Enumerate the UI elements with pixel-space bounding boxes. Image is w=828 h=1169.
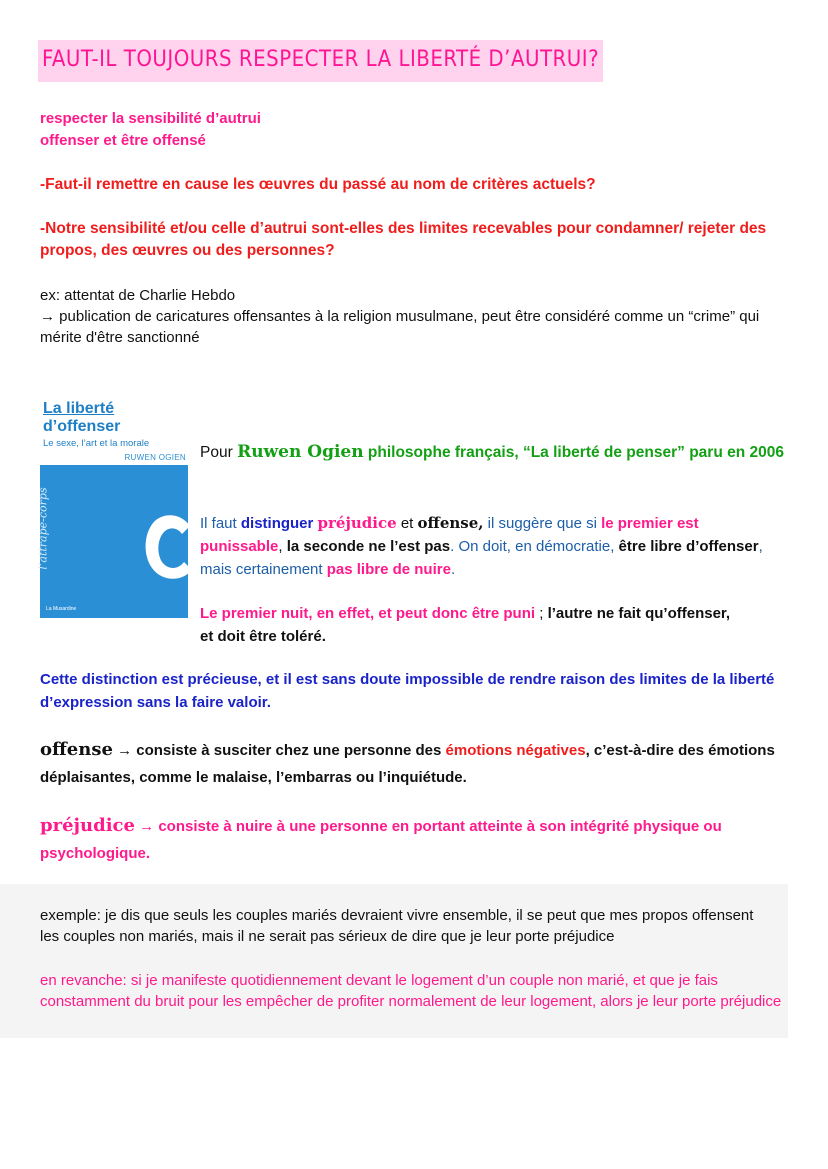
p1-h: , [278,538,287,555]
intro-paragraph [200,440,795,465]
intro-pour: Pour [200,444,238,461]
book-author-band [40,452,188,465]
subtitle-1: respecter la sensibilité d’autrui [40,110,261,127]
prejudice-definition [40,812,800,867]
p1-m: pas libre de nuire [326,561,451,578]
offense-c: , c’est-à-dire des émotions déplaisantes, comme le malaise, l’embarras ou l’inquiétude. [40,742,775,786]
prejudice-arrow: → [134,818,159,835]
book-c-logo-icon [138,508,198,586]
p1-f: il suggère que si [483,515,602,532]
paragraph-1 [200,512,785,581]
book-title [43,400,120,436]
p1-a: Il faut [200,515,241,532]
offense-arrow: → [112,742,137,759]
question-2: -Notre sensibilité et/ou celle d’autrui sont-elles des limites recevables pour condamner/ rejeter des propos, des œuvres ou des personnes? [40,220,767,259]
book-title-line-1: La liberté [43,400,115,417]
book-publisher: La Musardine [46,606,77,612]
offense-definition [40,736,800,791]
p2-a: Le premier nuit, en effet, et peut donc être puni [200,605,536,622]
book-cover [36,400,188,618]
intro-rest: philosophe français, “La liberté de penser” paru en 2006 [363,444,784,461]
book-author: RUWEN OGIEN [124,453,186,462]
p1-j: . On doit, en démocratie, [450,538,619,555]
question-1: -Faut-il remettre en cause les œuvres du passé au nom de critères actuels? [40,176,596,193]
p1-n: . [450,561,456,578]
offense-term: offense [40,739,113,760]
prejudice-term: préjudice [40,815,135,836]
p1-d: et [396,515,418,532]
p1-i: la seconde ne l’est pas [286,538,451,555]
book-cover-header [40,400,188,460]
paragraph-2 [200,602,740,648]
p1-e: offense, [417,514,484,532]
book-subtitle: Le sexe, l’art et la morale [43,438,150,449]
offense-a: consiste à susciter chez une personne des [136,742,446,759]
box-exemple: exemple: je dis que seuls les couples mariés devraient vivre ensemble, il se peut que mes propos offensent les couples non mariés, mais il ne serait pas sérieux de dire que je leur porte préjudice [40,907,754,945]
p1-b: distinguer [240,515,318,532]
example-intro: ex: attentat de Charlie Hebdo [40,287,236,304]
p1-k: être libre d’offenser [618,538,759,555]
p1-c: préjudice [317,514,397,532]
example-detail: → publication de caricatures offensantes à la religion musulmane, peut être considéré comme un “crime” qui mérite d'être sanctionné [40,308,760,346]
p2-b: ; [535,605,548,622]
p2-c: l’autre ne fait qu’offenser, et doit être toléré. [200,605,731,645]
prejudice-a: consiste à nuire à une personne en portant atteinte à son intégrité physique ou psychologique. [40,818,722,862]
p1-l: , mais certainement [200,538,763,578]
book-series: l’attrape-corps [36,487,50,570]
subtitle-2: offenser et être offensé [40,132,206,149]
page-title: FAUT-IL TOUJOURS RESPECTER LA LIBERTÉ D’AUTRUI? [38,40,603,82]
p1-g: le premier est punissable [200,515,699,555]
book-cover-body [36,452,188,618]
distinction-paragraph: Cette distinction est précieuse, et il est sans doute impossible de rendre raison des limites de la liberté d’expression sans la faire valoir. [40,671,775,711]
book-title-line-2: d’offenser [43,418,121,435]
box-revanche: en revanche: si je manifeste quotidiennement devant le logement d’un couple non marié, et que je fais constamment du bruit pour les empêcher de profiter normalement de leur logement, alors je leur porte préjudice [40,972,782,1010]
offense-b: émotions négatives [445,742,586,759]
intro-author-name: Ruwen Ogien [237,442,364,462]
